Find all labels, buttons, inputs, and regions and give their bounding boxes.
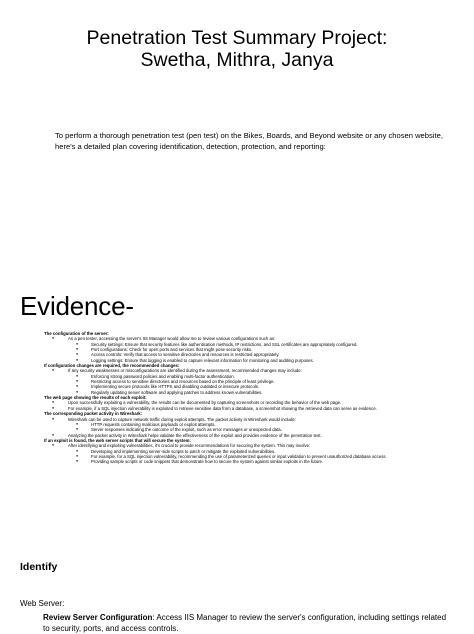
list-subitem: ● Logging settings: Ensure that logging is enabled to capture relevant information for monitoring and auditing purposes. (40, 358, 450, 363)
section-heading: The web page showing the results of each exploit: (44, 395, 147, 401)
list-item: ● Analyzing the packet activity in Wireshark helps validate the effectiveness of the exploit and provides evidence of the penetration test. (40, 433, 450, 438)
identify-heading: Identify (20, 561, 58, 573)
list-subitem: ● Access controls: Verify that access to sensitive directories and resources is restricted appropriately. (40, 352, 450, 357)
list-item: ● If any security weaknesses or misconfigurations are identified during the assessment, recommended changes may include: (40, 368, 450, 373)
list-subitem: ● Restricting access to sensitive directories and resources based on the principle of least privilege. (40, 379, 450, 384)
web-server-label: Web Server: (20, 599, 65, 608)
list-subitem: ● Regularly updating server software and applying patches to address known vulnerabilities. (40, 390, 450, 395)
document-title (0, 27, 474, 71)
title-line-2: Swetha, Mithra, Janya (140, 49, 334, 71)
list-item: ● Wireshark can be used to capture network traffic during exploit attempts. The packet activity in Wireshark would include: (40, 417, 450, 422)
evidence-details (40, 331, 450, 465)
section-heading: The corresponding packet activity in Wireshark: (44, 411, 143, 417)
list-item: ● As a pen tester, accessing the server's IIS Manager would allow me to review various configurations such as: (40, 336, 450, 341)
list-subitem: ● Security settings: Ensure that security features like authentication methods, IP restrictions, and SSL certificates are appropriately configured. (40, 342, 450, 347)
list-subitem: ● Enforcing strong password policies and enabling multi-factor authentication. (40, 374, 450, 379)
list-subitem: ● Developing and implementing server-side scripts to patch or mitigate the exploited vulnerabilities. (40, 449, 450, 454)
title-line-1: Penetration Test Summary Project: (86, 27, 388, 49)
list-item: ● Upon successfully exploiting a vulnerability, the results can be documented by capturing screenshots or recording the behavior of the web page. (40, 400, 450, 405)
list-subitem: ● HTTP requests containing malicious payloads or exploit attempts. (40, 422, 450, 427)
section-heading: If an exploit is found, the web server scripts that will secure the system: (44, 437, 191, 443)
list-subitem: ● Server responses indicating the outcome of the exploit, such as error messages or unexpected data. (40, 427, 450, 432)
list-item: ● After identifying and exploiting vulnerabilities, it's crucial to provide recommendations for securing the system. This may involve: (40, 443, 450, 448)
section-heading: If configuration changes are required, the recommended changes: (44, 363, 180, 369)
review-server-paragraph (43, 612, 453, 634)
list-subitem: ● For example, for a SQL injection vulnerability, recommending the use of parameterized queries or input validation to prevent unauthorized database access. (40, 454, 450, 459)
list-subitem: ● Providing sample scripts or code snippets that demonstrate how to secure the system against similar exploits in the future. (40, 459, 450, 464)
review-server-text: : Access IIS Manager to review the server's configuration, including settings related to security, ports, and access controls. (43, 613, 447, 633)
review-server-title: Review Server Configuration (43, 613, 153, 622)
list-subitem: ● Port configurations: Check for open ports and services that might pose security risks. (40, 347, 450, 352)
evidence-heading: Evidence- (20, 291, 134, 321)
list-subitem: ● Implementing secure protocols like HTTPS and disabling outdated or insecure protocols. (40, 384, 450, 389)
section-heading: The configuration of the server: (44, 331, 109, 336)
intro-paragraph: To perform a thorough penetration test (pen test) on the Bikes, Boards, and Beyond website or any chosen website, here's a detailed plan covering identification, detection, protection, and reporting: (55, 131, 443, 151)
list-item: ● For example, if a SQL injection vulnerability is exploited to retrieve sensitive data from a database, a screenshot showing the retrieved data can serve as evidence. (40, 406, 450, 411)
